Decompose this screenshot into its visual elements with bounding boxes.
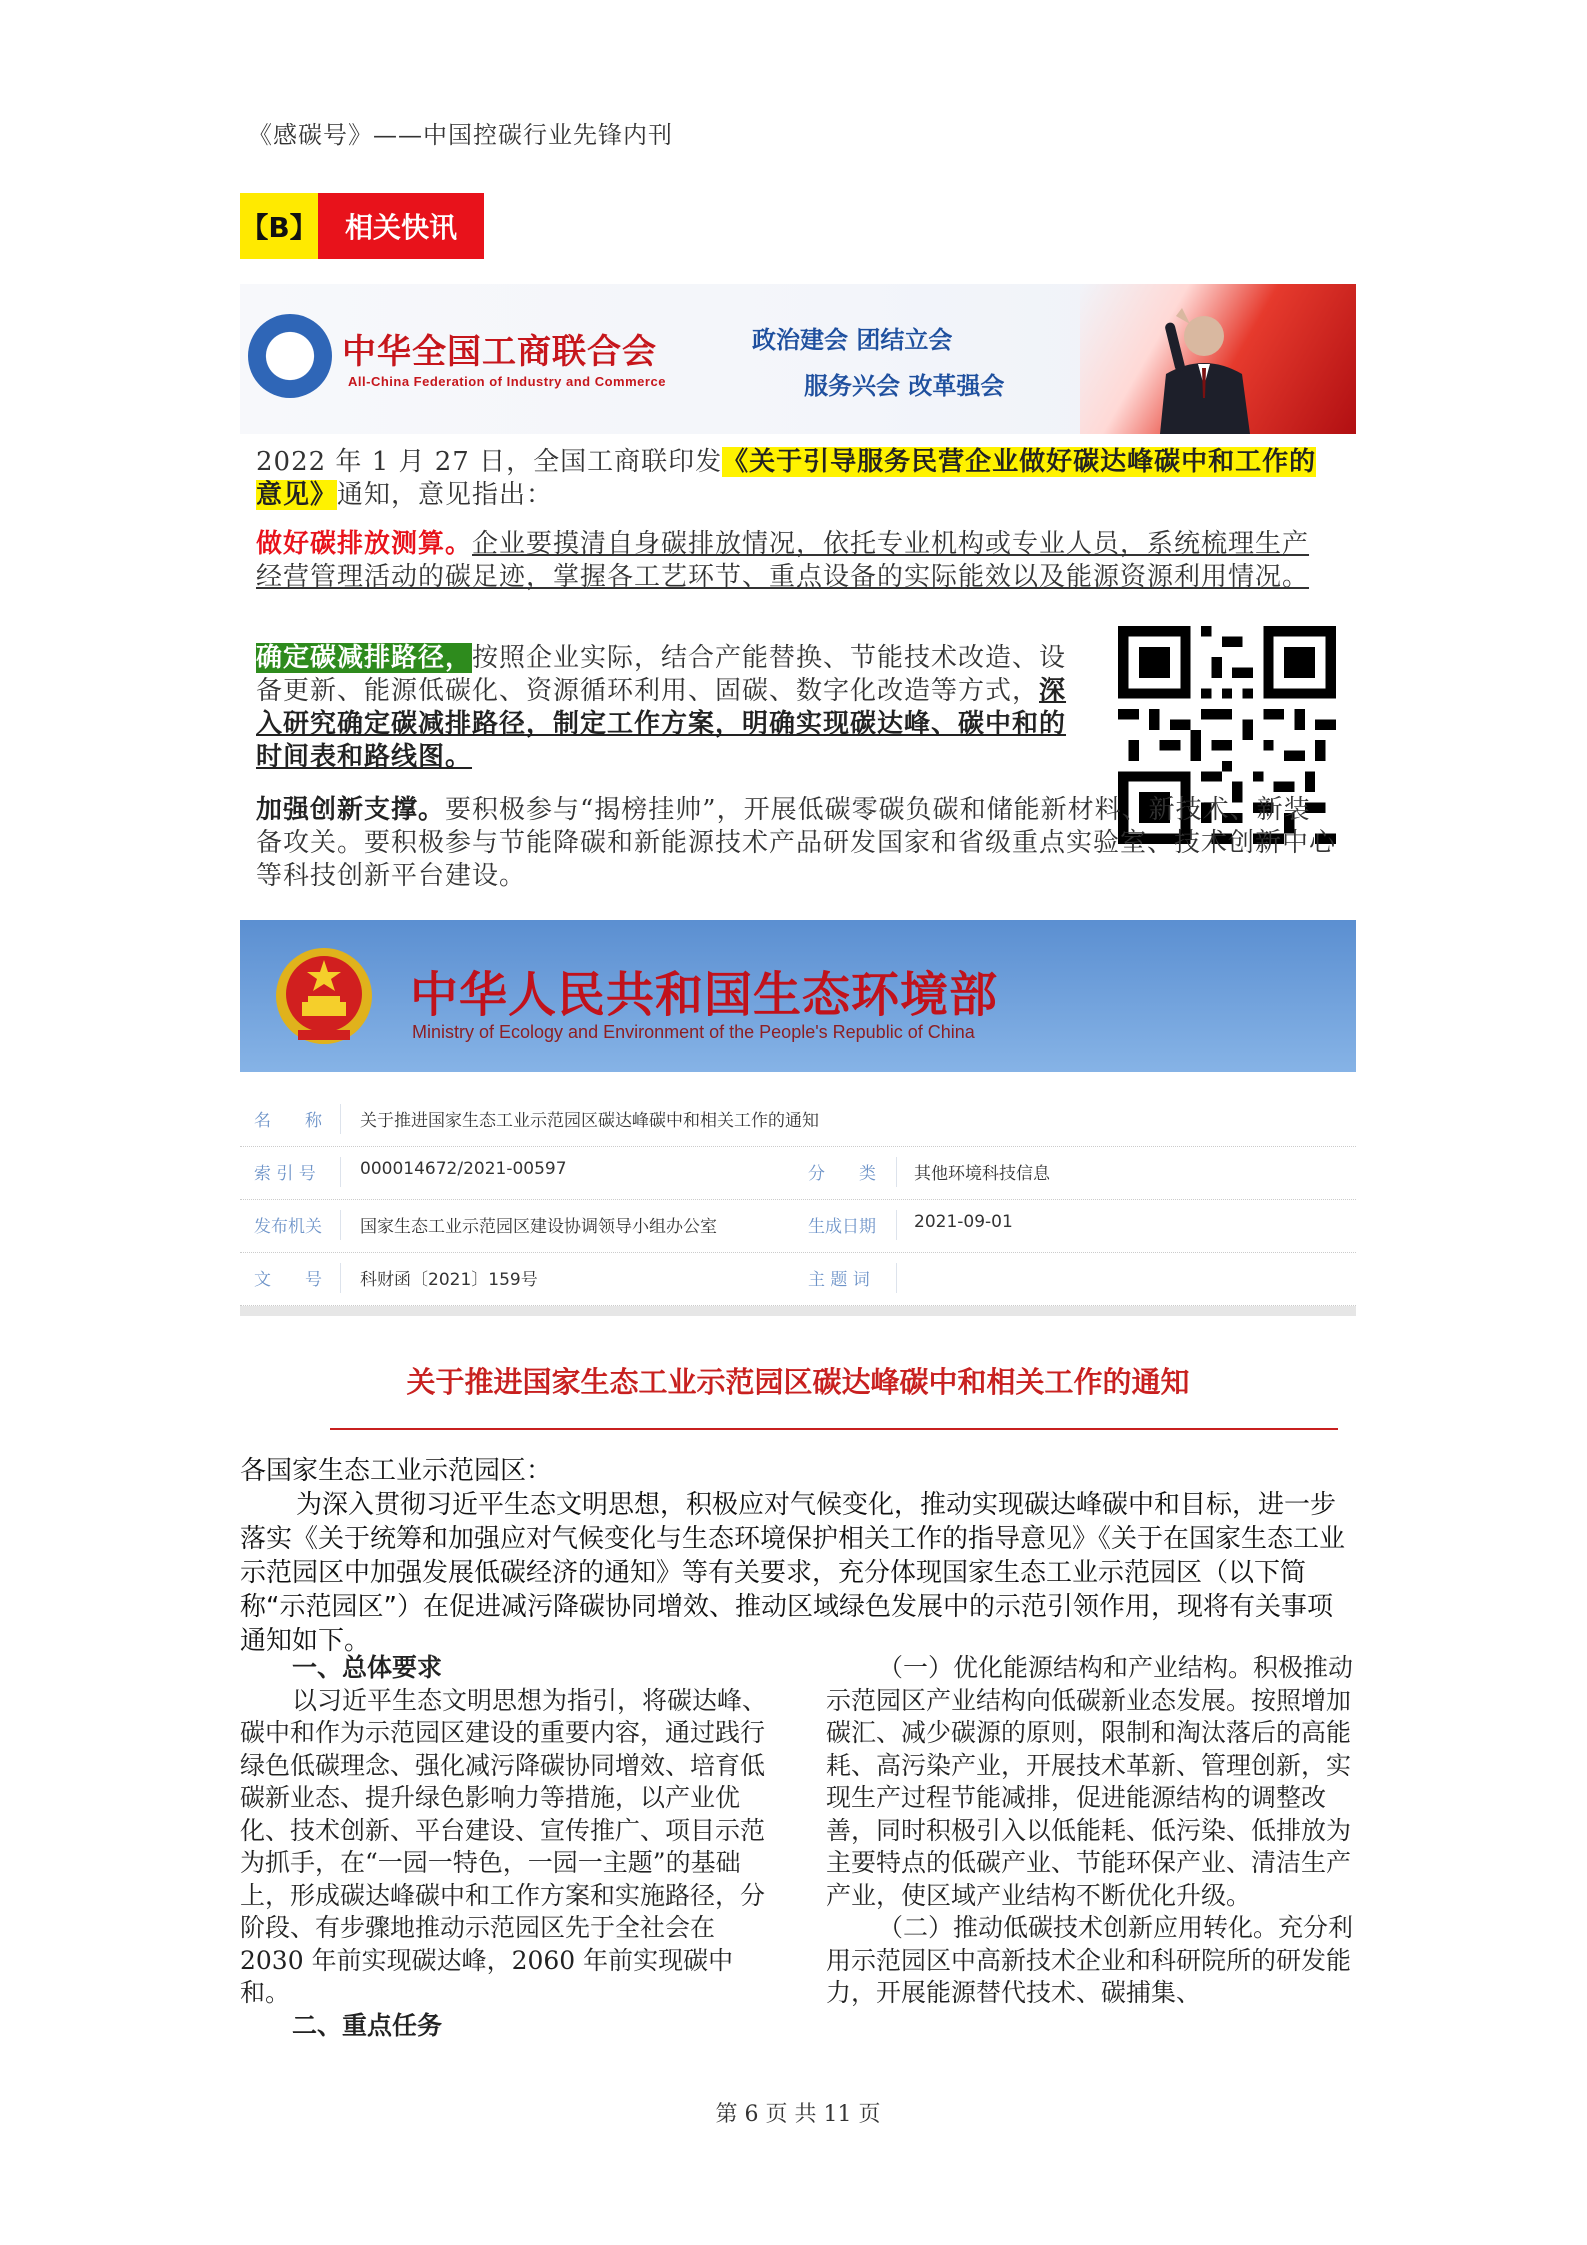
point-1-body: 企业要摸清自身碳排放情况，依托专业机构或专业人员，系统梳理生产经营管理活动的碳足迹，掌握各工艺环节、重点设备的实际能效以及能源资源利用情况。	[256, 529, 1310, 592]
meta-separator	[896, 1263, 897, 1293]
meta-name-label: 名 称	[254, 1111, 322, 1131]
meta-class-value: 其他环境科技信息	[914, 1164, 1050, 1184]
section-heading-2: 二、重点任务	[292, 2010, 443, 2040]
acfic-banner	[240, 284, 1356, 434]
section-tag-title: 相关快讯	[318, 193, 484, 259]
page-footer: 第 6 页 共 11 页	[715, 2102, 881, 2127]
notice-title: 关于推进国家生态工业示范园区碳达峰碳中和相关工作的通知	[406, 1365, 1190, 1399]
meta-doc-label: 文 号	[254, 1270, 322, 1290]
meta-separator	[340, 1104, 341, 1134]
acfic-name: 中华全国工商联合会	[342, 332, 657, 372]
section-tag-letter: 【B】	[240, 193, 318, 259]
intro-post: 通知，意见指出：	[337, 480, 554, 510]
mee-name: 中华人民共和国生态环境部	[410, 967, 999, 1023]
article-point-1	[256, 528, 1336, 594]
meta-issuer-label: 发布机关	[254, 1217, 322, 1237]
meta-index-label: 索 引 号	[254, 1164, 316, 1184]
article-point-3	[256, 794, 1336, 893]
national-emblem-icon	[274, 946, 374, 1046]
meta-row-docnum	[240, 1253, 1356, 1306]
meta-separator	[896, 1210, 897, 1240]
meta-bottom-bar	[240, 1306, 1356, 1316]
meta-doc-value: 科财函〔2021〕159号	[360, 1270, 538, 1290]
meta-class-label: 分 类	[808, 1164, 876, 1184]
person-photo-icon	[1140, 302, 1260, 434]
section-tag	[240, 193, 484, 259]
meta-topic-label: 主 题 词	[808, 1270, 870, 1290]
point-2-body: 按照企业实际，结合产能替换、节能技术改造、设备更新、能源低碳化、资源循环利用、固碳、数字化改造等方式，	[256, 643, 1067, 706]
meta-date-value: 2021-09-01	[914, 1212, 1013, 1232]
notice-title-rule	[330, 1428, 1338, 1430]
mee-banner	[240, 920, 1356, 1072]
point-2-heading: 确定碳减排路径，	[256, 643, 473, 673]
article-point-2	[256, 642, 1092, 774]
point-1-heading: 做好碳排放测算。	[256, 529, 473, 559]
point-3-heading: 加强创新支撑。	[256, 795, 446, 825]
acfic-logo-icon	[248, 314, 332, 398]
meta-row-name	[240, 1094, 1356, 1147]
meta-row-issuer	[240, 1200, 1356, 1253]
notice-intro: 为深入贯彻习近平生态文明思想，积极应对气候变化，推动实现碳达峰碳中和目标，进一步落实《关于统筹和加强应对气候变化与生态环境保护相关工作的指导意见》《关于在国家生态工业示范园区中加强发展低碳经济的通知》等有关要求，充分体现国家生态工业示范园区（以下简称“示范园区”）在促进减污降碳协同增效、推动区域绿色发展中的示范引领作用，现将有关事项通知如下。	[240, 1490, 1346, 1656]
acfic-slogan-2: 服务兴会 改革强会	[804, 372, 1005, 400]
task-1-text: （一）优化能源结构和产业结构。积极推动示范园区产业结构向低碳新业态发展。按照增加碳汇、减少碳源的原则，限制和淘汰落后的高能耗、高污染产业，开展技术革新、管理创新，实现生产过程节能减排，促进能源结构的调整改善，同时积极引入以低能耗、低污染、低排放为主要特点的低碳产业、节能环保产业、清洁生产产业，使区域产业结构不断优化升级。	[826, 1653, 1354, 1910]
mee-english-name: Ministry of Ecology and Environment of the People's Republic of China	[412, 1022, 975, 1042]
acfic-slogan-1: 政治建会 团结立会	[752, 326, 953, 354]
journal-header: 《感碳号》——中国控碳行业先锋内刊	[248, 121, 673, 149]
meta-index-value: 000014672/2021-00597	[360, 1159, 567, 1179]
left-column	[240, 1652, 780, 2042]
meta-separator	[340, 1210, 341, 1240]
intro-document-title: 《关于引导服务民营企业做好碳达峰碳中和工作的意见》	[256, 447, 1317, 510]
meta-name-value: 关于推进国家生态工业示范园区碳达峰碳中和相关工作的通知	[360, 1111, 819, 1131]
section-1-text: 以习近平生态文明思想为指引，将碳达峰、碳中和作为示范园区建设的重要内容，通过践行绿色低碳理念、强化减污降碳协同增效、培育低碳新业态、提升绿色影响力等措施，以产业优化、技术创新、平台建设、宣传推广、项目示范为抓手，在“一园一特色，一园一主题”的基础上，形成碳达峰碳中和工作方案和实施路径，分阶段、有步骤地推动示范园区先于全社会在 2030 年前实现碳达峰，2060 年前实现碳中和。	[240, 1685, 768, 2007]
task-2-text: （二）推动低碳技术创新应用转化。充分利用示范园区中高新技术企业和科研院所的研发能力，开展能源替代技术、碳捕集、	[826, 1913, 1354, 2007]
right-column	[826, 1652, 1356, 2010]
document-meta-table	[240, 1094, 1356, 1306]
intro-pre: 2022 年 1 月 27 日，全国工商联印发	[256, 447, 723, 477]
meta-separator	[340, 1263, 341, 1293]
point-2-emphasis: 深入研究确定碳减排路径，制定工作方案，明确实现碳达峰、碳中和的时间表和路线图。	[256, 676, 1067, 772]
meta-date-label: 生成日期	[808, 1217, 876, 1237]
section-heading-1: 一、总体要求	[292, 1653, 443, 1682]
meta-row-index	[240, 1147, 1356, 1200]
meta-issuer-value: 国家生态工业示范园区建设协调领导小组办公室	[360, 1217, 717, 1237]
article-intro	[256, 446, 1336, 512]
point-3-body: 要积极参与“揭榜挂帅”，开展低碳零碳负碳和储能新材料、新技术、新装备攻关。要积极参与节能降碳和新能源技术产品研发国家和省级重点实验室、技术创新中心等科技创新平台建设。	[256, 795, 1337, 891]
meta-separator	[896, 1157, 897, 1187]
notice-salutation: 各国家生态工业示范园区：	[240, 1456, 553, 1486]
meta-separator	[340, 1157, 341, 1187]
acfic-english-name: All-China Federation of Industry and Commerce	[348, 374, 666, 389]
